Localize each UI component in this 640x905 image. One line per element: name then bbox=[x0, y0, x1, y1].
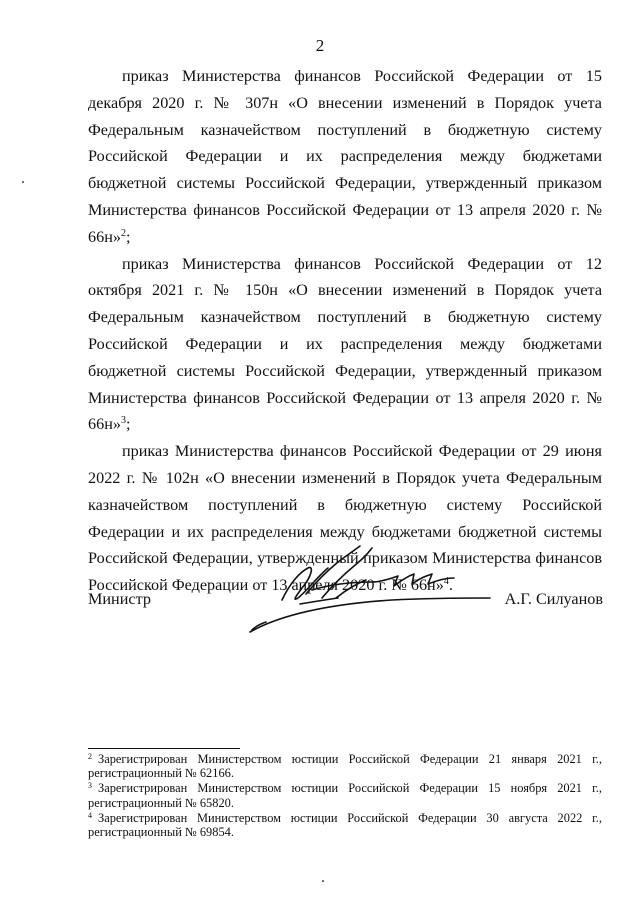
footnote-ref: 2 bbox=[120, 227, 126, 239]
footnote-number: 2 bbox=[88, 752, 92, 761]
footnote-text: регистрационный № 62166. bbox=[88, 766, 234, 781]
signer-position: Министр bbox=[88, 590, 151, 608]
scan-speck bbox=[22, 181, 24, 183]
footnote-number: 4 bbox=[88, 810, 92, 820]
footnote-line bbox=[88, 781, 602, 795]
page-number: 2 bbox=[315, 36, 325, 55]
paragraph-text: приказ Министерства финансов Российской Федерации от 29 июня 2022 г. № 102н «О внесении изменений в Порядок учета Федеральным казначейством поступлений в бюджетную систему Российской Федерации и их распределения между бюджетами бюджетной системы Российской Федерации, утвержденный приказом Министерства финансов Российской Федерации от 13 апреля 2020 г. № 66н» bbox=[88, 442, 602, 595]
footnote-ref: 4 bbox=[443, 576, 449, 588]
footnote-text: регистрационный № 69854. bbox=[88, 825, 234, 840]
handwritten-signature bbox=[242, 538, 492, 638]
paragraph-order-2 bbox=[88, 251, 602, 439]
footnote-divider bbox=[88, 748, 240, 749]
footnote-text: Зарегистрирован Министерством юстиции Российской Федерации 21 января 2021 г., bbox=[98, 752, 602, 766]
footnote-line bbox=[88, 811, 602, 825]
paragraph-tail: . bbox=[448, 576, 453, 595]
paragraph-tail: ; bbox=[125, 227, 131, 246]
signer-name: А.Г. Силуанов bbox=[504, 590, 603, 608]
footnote-text: Зарегистрирован Министерством юстиции Российской Федерации 15 ноября 2021 г., bbox=[98, 781, 602, 796]
footnote-text: Зарегистрирован Министерством юстиции Российской Федерации 30 августа 2022 г., bbox=[98, 810, 602, 825]
footnote-ref: 3 bbox=[120, 415, 126, 427]
paragraph-tail: ; bbox=[125, 415, 131, 434]
footnote bbox=[88, 781, 602, 809]
footnote-line bbox=[88, 752, 602, 766]
footnote bbox=[88, 811, 602, 839]
document-body bbox=[88, 63, 602, 599]
footnotes bbox=[88, 752, 602, 840]
scan-speck bbox=[322, 880, 324, 882]
paragraph-order-1 bbox=[88, 63, 602, 251]
paragraph-text: приказ Министерства финансов Российской Федерации от 12 октября 2021 г. № 150н «О внесении изменений в Порядок учета Федеральным казначейством поступлений в бюджетную систему Российской Федерации и их распределения между бюджетами бюджетной системы Российской Федерации, утвержденный приказом Министерства финансов Российской Федерации от 13 апреля 2020 г. № 66н» bbox=[88, 254, 602, 434]
footnote bbox=[88, 752, 602, 780]
paragraph-text: приказ Министерства финансов Российской Федерации от 15 декабря 2020 г. № 307н «О внесении изменений в Порядок учета Федеральным казначейством поступлений в бюджетную систему Российской Федерации и их распределения между бюджетами бюджетной системы Российской Федерации, утвержденный приказом Министерства финансов Российской Федерации от 13 апреля 2020 г. № 66н» bbox=[88, 67, 602, 246]
footnote-text: регистрационный № 65820. bbox=[88, 795, 234, 810]
footnote-number: 3 bbox=[88, 781, 92, 791]
